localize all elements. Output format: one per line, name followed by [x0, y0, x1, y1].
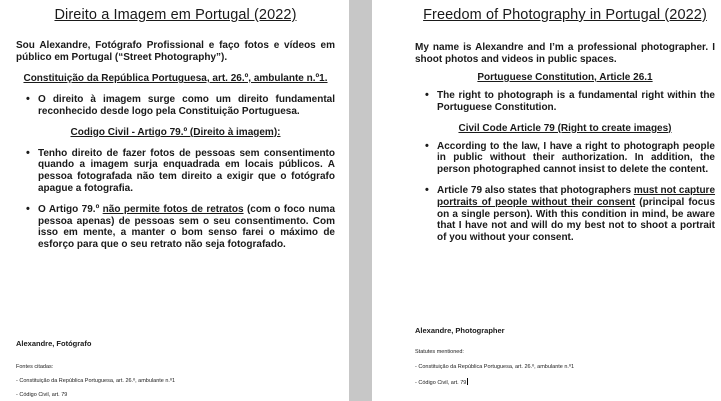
bullet-text: Article 79 also states that photographers [437, 184, 634, 196]
intro-paragraph: Sou Alexandre, Fotógrafo Profissional e faço fotos e vídeos em público em Portugal (“Street Photography”). [16, 40, 335, 63]
list-item: • Tenho direito de fazer fotos de pessoas sem consentimento quando a imagem surja enquadrada em locais públicos. A pessoa fotografada não tem direito a exigir que o fotógrafo apague a fotografia. [38, 148, 335, 195]
signature: Alexandre, Fotógrafo [16, 339, 92, 348]
bullet-list-constitution [16, 94, 335, 118]
bullet-list-civil-code [415, 141, 715, 244]
bullet-list-constitution [415, 90, 715, 114]
underlined-text: must not capture portraits of people without their consent [437, 184, 716, 208]
section-heading-civil-code: Codigo Civil - Artigo 79.º (Direito à imagem): [70, 126, 281, 138]
list-item: • According to the law, I have a right to photograph people in public without their authorization. In addition, the person photographed cannot insist to delete the content. [437, 141, 715, 176]
text-cursor [467, 378, 468, 385]
page-title: Freedom of Photography in Portugal (2022) [423, 7, 707, 23]
source-line: - Constituição da República Portuguesa, art. 26.º, ambulante n.º1 [16, 378, 176, 384]
list-item [38, 204, 335, 251]
statute-line[interactable] [415, 378, 468, 387]
document-page-english [372, 0, 721, 401]
signature: Alexandre, Photographer [415, 326, 505, 335]
bullet-text: (principal focus on a single person). With this condition in mind, be aware that I have not and will do my best not to shoot a portrait of you without your consent. [437, 196, 716, 244]
list-item [437, 185, 715, 244]
statutes-heading: Statutes mentioned: [415, 349, 464, 355]
section-heading-constitution: Constituição da República Portuguesa, art. 26.º, ambulante n.º1. [23, 73, 328, 84]
statute-text: - Código Civil, art. 79 [415, 380, 467, 386]
bullet-text: O Artigo 79.º [38, 203, 103, 215]
bullet-list-civil-code [16, 148, 335, 251]
list-item: • The right to photograph is a fundamental right within the Portuguese Constitution. [437, 90, 715, 114]
list-item: • O direito à imagem surge como um direito fundamental reconhecido desde logo pela Constituição Portuguesa. [38, 94, 335, 118]
source-line: - Código Civil, art. 79 [16, 392, 68, 398]
page-title: Direito a Imagem em Portugal (2022) [54, 7, 297, 23]
statute-line: - Constituição da República Portuguesa, art. 26.º, ambulante n.º1 [415, 364, 575, 370]
underlined-text: não permite fotos de retratos [102, 203, 244, 215]
section-heading-civil-code: Civil Code Article 79 (Right to create images) [458, 122, 672, 134]
section-heading-constitution: Portuguese Constitution, Article 26.1 [477, 72, 653, 83]
intro-paragraph: My name is Alexandre and I’m a professional photographer. I shoot photos and videos in public spaces. [415, 42, 715, 65]
bullet-text: (com o foco numa pessoa apenas) de pessoas sem o seu consentimento. Com isso em mente, a manter o bom senso farei o máximo de esforço para que o seu retrato não seja fotografado. [38, 203, 335, 251]
document-page-portuguese [0, 0, 349, 401]
sources-heading: Fontes citadas: [16, 364, 54, 370]
